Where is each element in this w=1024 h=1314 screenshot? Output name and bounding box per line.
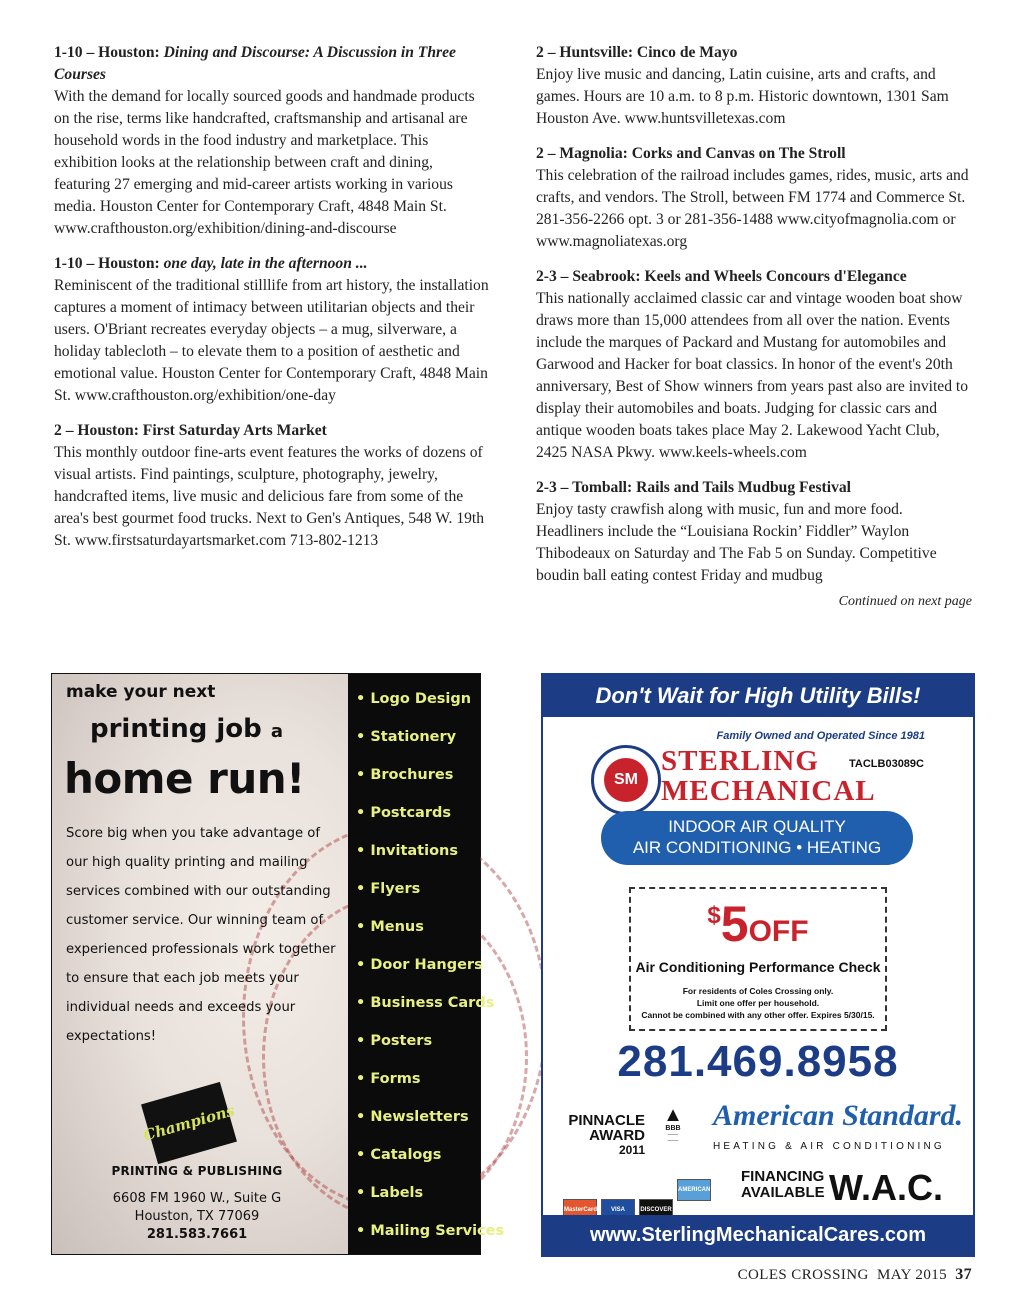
- page-number: 37: [955, 1266, 972, 1283]
- event-description: Enjoy live music and dancing, Latin cuisine, arts and crafts, and games. Hours are 10 a.m. to 8 p.m. Historic downtown, 1301 Sam Houston Ave. www.huntsvilletexas.com: [536, 66, 949, 127]
- service-item: • Newsletters: [356, 1109, 469, 1125]
- ad-headline-line1: make your next: [66, 682, 216, 702]
- service-item: • Invitations: [356, 843, 458, 859]
- service-item: • Stationery: [356, 729, 457, 745]
- coupon: [629, 887, 887, 1031]
- event-description: With the demand for locally sourced goods and handmade products on the rise, terms like handcrafted, craftsmanship and artisanal are household words in the food industry and marketplace. This exhibition looks at the relationship between craft and dining, featuring 27 emerging and mid-career artists working in various media. Houston Center for Contemporary Craft, 4848 Main St. www.crafthouston.org/exhibition/dining-and-discourse: [54, 88, 475, 237]
- event-heading: 2 – Magnolia: Corks and Canvas on The Stroll: [536, 145, 846, 162]
- ad-tagline: PRINTING & PUBLISHING: [111, 1164, 283, 1178]
- service-item: • Postcards: [356, 805, 452, 821]
- bbb-torch-icon: ▲: [663, 1104, 683, 1126]
- event-description: This celebration of the railroad includes games, rides, music, arts and crafts, and vendors. The Stroll, between FM 1774 and Commerce St. 281-356-2266 opt. 3 or 281-356-1488 www.cityofmagnolia.com or www.magnoliatexas.org: [536, 167, 969, 250]
- ad-family-tagline: Family Owned and Operated Since 1981: [716, 730, 925, 742]
- event-description: This nationally acclaimed classic car and vintage wooden boat show draws more than 15,000 attendees from all over the nation. Events include the marques of Packard and Mustang for automobiles and Garwood and Hacker for boat classics. In honor of the event's 20th anniversary, Best of Show winners from years past also are invited to display their automobiles and boats. Judging for classic cars and antique wooden boats takes place May 2. Lakewood Yacht Club, 2425 NASA Pkwy. www.keels-wheels.com: [536, 290, 969, 461]
- service-item: • Logo Design: [356, 691, 472, 707]
- event-heading: 2 – Huntsville: Cinco de Mayo: [536, 44, 738, 61]
- service-item: • Posters: [356, 1033, 433, 1049]
- services-banner: INDOOR AIR QUALITY AIR CONDITIONING • HEATING: [601, 811, 913, 865]
- event-item: [54, 420, 492, 552]
- service-item: • Labels: [356, 1185, 424, 1201]
- sterling-seal-icon: [591, 745, 661, 815]
- event-description: Enjoy tasty crawfish along with music, fun and more food. Headliners include the “Louisiana Rockin’ Fiddler” Waylon Thibodeaux on Saturday and The Fab 5 on Sunday. Competitive boudin ball eating contest Friday and mudbug: [536, 501, 937, 584]
- company-name-line1: STERLING: [661, 745, 819, 777]
- event-item: [536, 266, 972, 464]
- page-footer: [738, 1266, 972, 1284]
- financing-text: FINANCING AVAILABLE: [741, 1168, 825, 1201]
- continued-note: Continued on next page: [838, 594, 972, 609]
- amex-icon: AMERICAN EXPRESS: [677, 1179, 711, 1201]
- ad-website: www.SterlingMechanicalCares.com: [543, 1215, 973, 1255]
- discover-icon: DISCOVER: [639, 1199, 673, 1221]
- service-item: • Menus: [356, 919, 424, 935]
- sterling-ad: [541, 673, 975, 1257]
- pinnacle-award: PINNACLE AWARD 2011: [568, 1112, 645, 1157]
- event-item: [536, 143, 972, 253]
- ad-headline-line2: printing job a: [90, 714, 283, 744]
- event-heading: 1-10 – Houston:: [54, 255, 164, 272]
- event-title: Dining and Discourse: A Discussion in Three Courses: [54, 44, 456, 83]
- event-item: [54, 253, 492, 407]
- seal-monogram: SM: [604, 758, 648, 802]
- event-heading: 2 – Houston: First Saturday Arts Market: [54, 422, 327, 439]
- service-item: • Catalogs: [356, 1147, 442, 1163]
- brand-subtitle: HEATING & AIR CONDITIONING: [713, 1141, 945, 1152]
- mastercard-icon: MasterCard: [563, 1199, 597, 1221]
- champions-ad: [51, 673, 505, 1255]
- license-number: TACLB03089C: [849, 758, 924, 770]
- service-item: • Brochures: [356, 767, 454, 783]
- ad-phone: 281.469.8958: [617, 1037, 899, 1086]
- event-description: This monthly outdoor fine-arts event features the works of dozens of visual artists. Find paintings, sculpture, photography, jewelry, handcrafted items, live music and delicious fare from some of the area's best gourmet food trucks. Next to Gen's Antiques, 548 W. 19th St. www.firstsaturdayartsmarket.com 713-802-1213: [54, 444, 485, 549]
- publication-name: COLES CROSSING: [737, 1267, 869, 1283]
- visa-icon: VISA: [601, 1199, 635, 1221]
- service-item: • Flyers: [356, 881, 421, 897]
- ad-phone: 281.583.7661: [146, 1227, 248, 1242]
- coupon-title: Air Conditioning Performance Check: [635, 959, 881, 975]
- champions-logo: Champions: [141, 1082, 237, 1164]
- service-item: • Business Cards: [356, 995, 495, 1011]
- event-item: [54, 42, 492, 240]
- service-item: • Door Hangers: [356, 957, 483, 973]
- event-heading: 2-3 – Seabrook: Keels and Wheels Concours d'Elegance: [536, 268, 907, 285]
- ad-headline: Don't Wait for High Utility Bills!: [543, 675, 973, 717]
- service-item: • Mailing Services: [356, 1223, 505, 1239]
- event-heading: 2-3 – Tomball: Rails and Tails Mudbug Festival: [536, 479, 851, 496]
- left-column: [54, 42, 492, 565]
- coupon-price: $5OFF: [707, 896, 809, 952]
- event-title: one day, late in the afternoon ...: [163, 255, 368, 272]
- wac-text: W.A.C.: [829, 1167, 943, 1208]
- event-heading: 1-10 – Houston:: [54, 44, 164, 61]
- event-item: [536, 477, 972, 587]
- event-item: [536, 42, 972, 130]
- bbb-logo: ▲ BBB ─── ───: [651, 1105, 695, 1144]
- service-item: • Forms: [356, 1071, 421, 1087]
- services-list: [348, 674, 505, 1254]
- event-description: Reminiscent of the traditional stilllife from art history, the installation captures a moment of intimacy between utilitarian objects and their users. O'Briant recreates everyday objects – a mug, silverware, a holiday tablecloth – to elevate them to a position of aesthetic and emotional value. Houston Center for Contemporary Craft, 4848 Main St. www.crafthouston.org/exhibition/one-day: [54, 277, 489, 404]
- american-standard-logo: American Standard.: [713, 1099, 964, 1132]
- right-column: [536, 42, 972, 613]
- company-name-line2: MECHANICAL: [661, 775, 876, 807]
- ad-headline-line3: home run!: [64, 754, 305, 803]
- ad-address: 6608 FM 1960 W., Suite G Houston, TX 77069 281.583.7661: [52, 1190, 342, 1244]
- ad-body-text: Score big when you take advantage of our high quality printing and mailing services combined with our outstanding customer service. Our winning team of experienced professionals work together to ensure that each job meets your individual needs and exceeds your expectations!: [66, 826, 336, 1044]
- coupon-fine-print: For residents of Coles Crossing only. Limit one offer per household. Cannot be combined with any other offer. Expires 5/30/15.: [641, 986, 875, 1020]
- issue-date: MAY 2015: [877, 1267, 948, 1283]
